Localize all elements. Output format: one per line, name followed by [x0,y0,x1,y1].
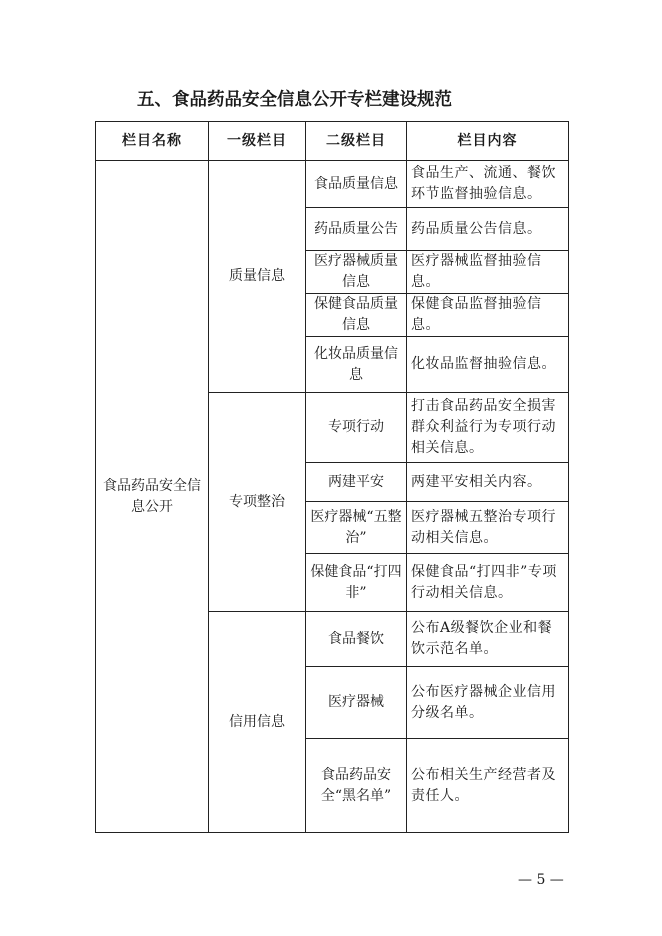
content-cell: 保健食品监督抽验信息。 [407,294,569,337]
content-cell: 公布相关生产经营者及责任人。 [407,739,569,833]
level2-cell: 医疗器械质量信息 [306,251,407,294]
header-column-name: 栏目名称 [96,122,209,161]
header-level1: 一级栏目 [209,122,306,161]
level2-cell: 医疗器械 [306,667,407,739]
content-cell: 保健食品“打四非”专项行动相关信息。 [407,554,569,612]
content-cell: 药品质量公告信息。 [407,208,569,251]
content-cell: 医疗器械监督抽验信息。 [407,251,569,294]
content-cell: 打击食品药品安全损害群众利益行为专项行动相关信息。 [407,393,569,463]
page-number: — 5 — [518,872,564,888]
level1-cell: 质量信息 [209,161,306,393]
content-cell: 食品生产、流通、餐饮环节监督抽验信息。 [407,161,569,208]
content-cell: 化妆品监督抽验信息。 [407,337,569,393]
level1-cell: 信用信息 [209,612,306,833]
content-cell: 两建平安相关内容。 [407,463,569,502]
level2-cell: 保健食品“打四非” [306,554,407,612]
table-header-row [96,122,569,161]
table-row [96,161,569,208]
level2-cell: 药品质量公告 [306,208,407,251]
column-name-cell: 食品药品安全信息公开 [96,161,209,833]
level2-cell: 食品药品安全“黑名单” [306,739,407,833]
level2-cell: 食品质量信息 [306,161,407,208]
content-cell: 公布医疗器械企业信用分级名单。 [407,667,569,739]
level2-cell: 两建平安 [306,463,407,502]
content-cell: 公布A级餐饮企业和餐饮示范名单。 [407,612,569,667]
level2-cell: 食品餐饮 [306,612,407,667]
header-level2: 二级栏目 [306,122,407,161]
level2-cell: 保健食品质量信息 [306,294,407,337]
level1-cell: 专项整治 [209,393,306,612]
document-title: 五、食品药品安全信息公开专栏建设规范 [137,90,452,110]
level2-cell: 医疗器械“五整治” [306,502,407,554]
level2-cell: 专项行动 [306,393,407,463]
level2-cell: 化妆品质量信息 [306,337,407,393]
content-cell: 医疗器械五整治专项行动相关信息。 [407,502,569,554]
header-content: 栏目内容 [407,122,569,161]
spec-table [95,121,569,833]
